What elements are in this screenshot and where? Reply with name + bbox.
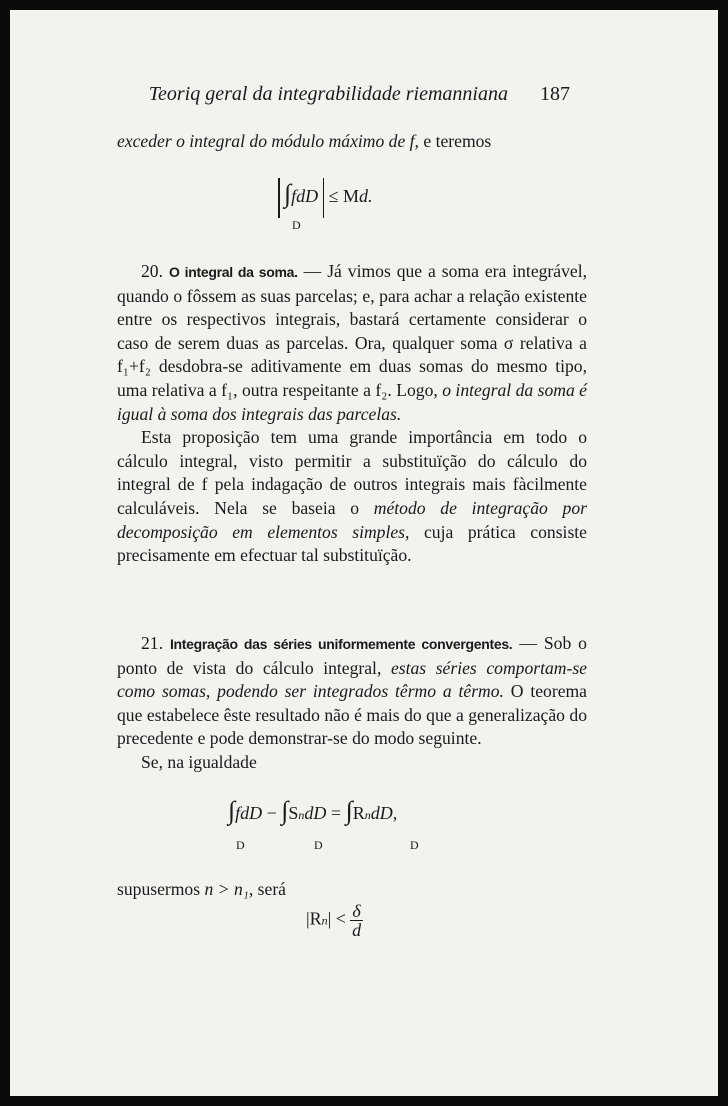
condition-line: supusermos n > n₁, será bbox=[117, 879, 286, 899]
running-header bbox=[10, 83, 718, 113]
section-20: 20. O integral da soma. — Já vimos que a soma era integrável, quando o fôssem as suas parcelas; e, para achar a relação existente entre os respectivos integrais, bastará certamente considerar o caso de serem duas as parcelas. Ora, qualquer soma σ relativa a f₁+f₂ desdobra-se aditivamente em duas somas do mesmo tipo, uma relativa a f₁, outra respeitante a f₂. Logo, o integral da soma é igual à soma dos integrais das parcelas. Esta proposição tem uma grande importância em todo o cálculo integral, visto permitir a substituïção do cálculo do integral de f pela indagação de outros integrais mais fàcilmente calculáveis. Nela se baseia o método de integração por decomposição em elementos simples, cuja prática consiste precisamente em efectuar tal substituïção. bbox=[117, 261, 587, 566]
running-title: Teoriq geral da integrabilidade riemanniana bbox=[148, 83, 508, 105]
page-number: 187 bbox=[540, 83, 570, 105]
formula-modulus-bound: ∫fdD ≤ Md. D bbox=[278, 178, 373, 218]
intro-line: exceder o integral do módulo máximo de f, e teremos bbox=[117, 131, 492, 151]
book-page bbox=[10, 10, 718, 1096]
formula-remainder-bound: |Rn| < $\frac{\delta}{d}$ bbox=[306, 901, 362, 940]
fraction: $\frac{\delta}{d}$ bbox=[352, 901, 362, 940]
section-heading: O integral da soma. bbox=[168, 264, 298, 280]
section-heading: Integração das séries uniformemente convergentes. bbox=[169, 636, 513, 652]
formula-equality: ∫fdD − ∫SndD = ∫RndD, D D D bbox=[228, 796, 419, 852]
section-21: 21. Integração das séries uniformemente convergentes. — Sob o ponto de vista do cálculo integral, estas séries comportam-se como somas, podendo ser integrados têrmo a têrmo. O teorema que estabelece êste resultado não é mais do que a generalização do precedente e pode demonstrar-se do modo seguinte. Se, na igualdade bbox=[117, 633, 587, 772]
integral-sign: ∫ bbox=[284, 179, 292, 209]
